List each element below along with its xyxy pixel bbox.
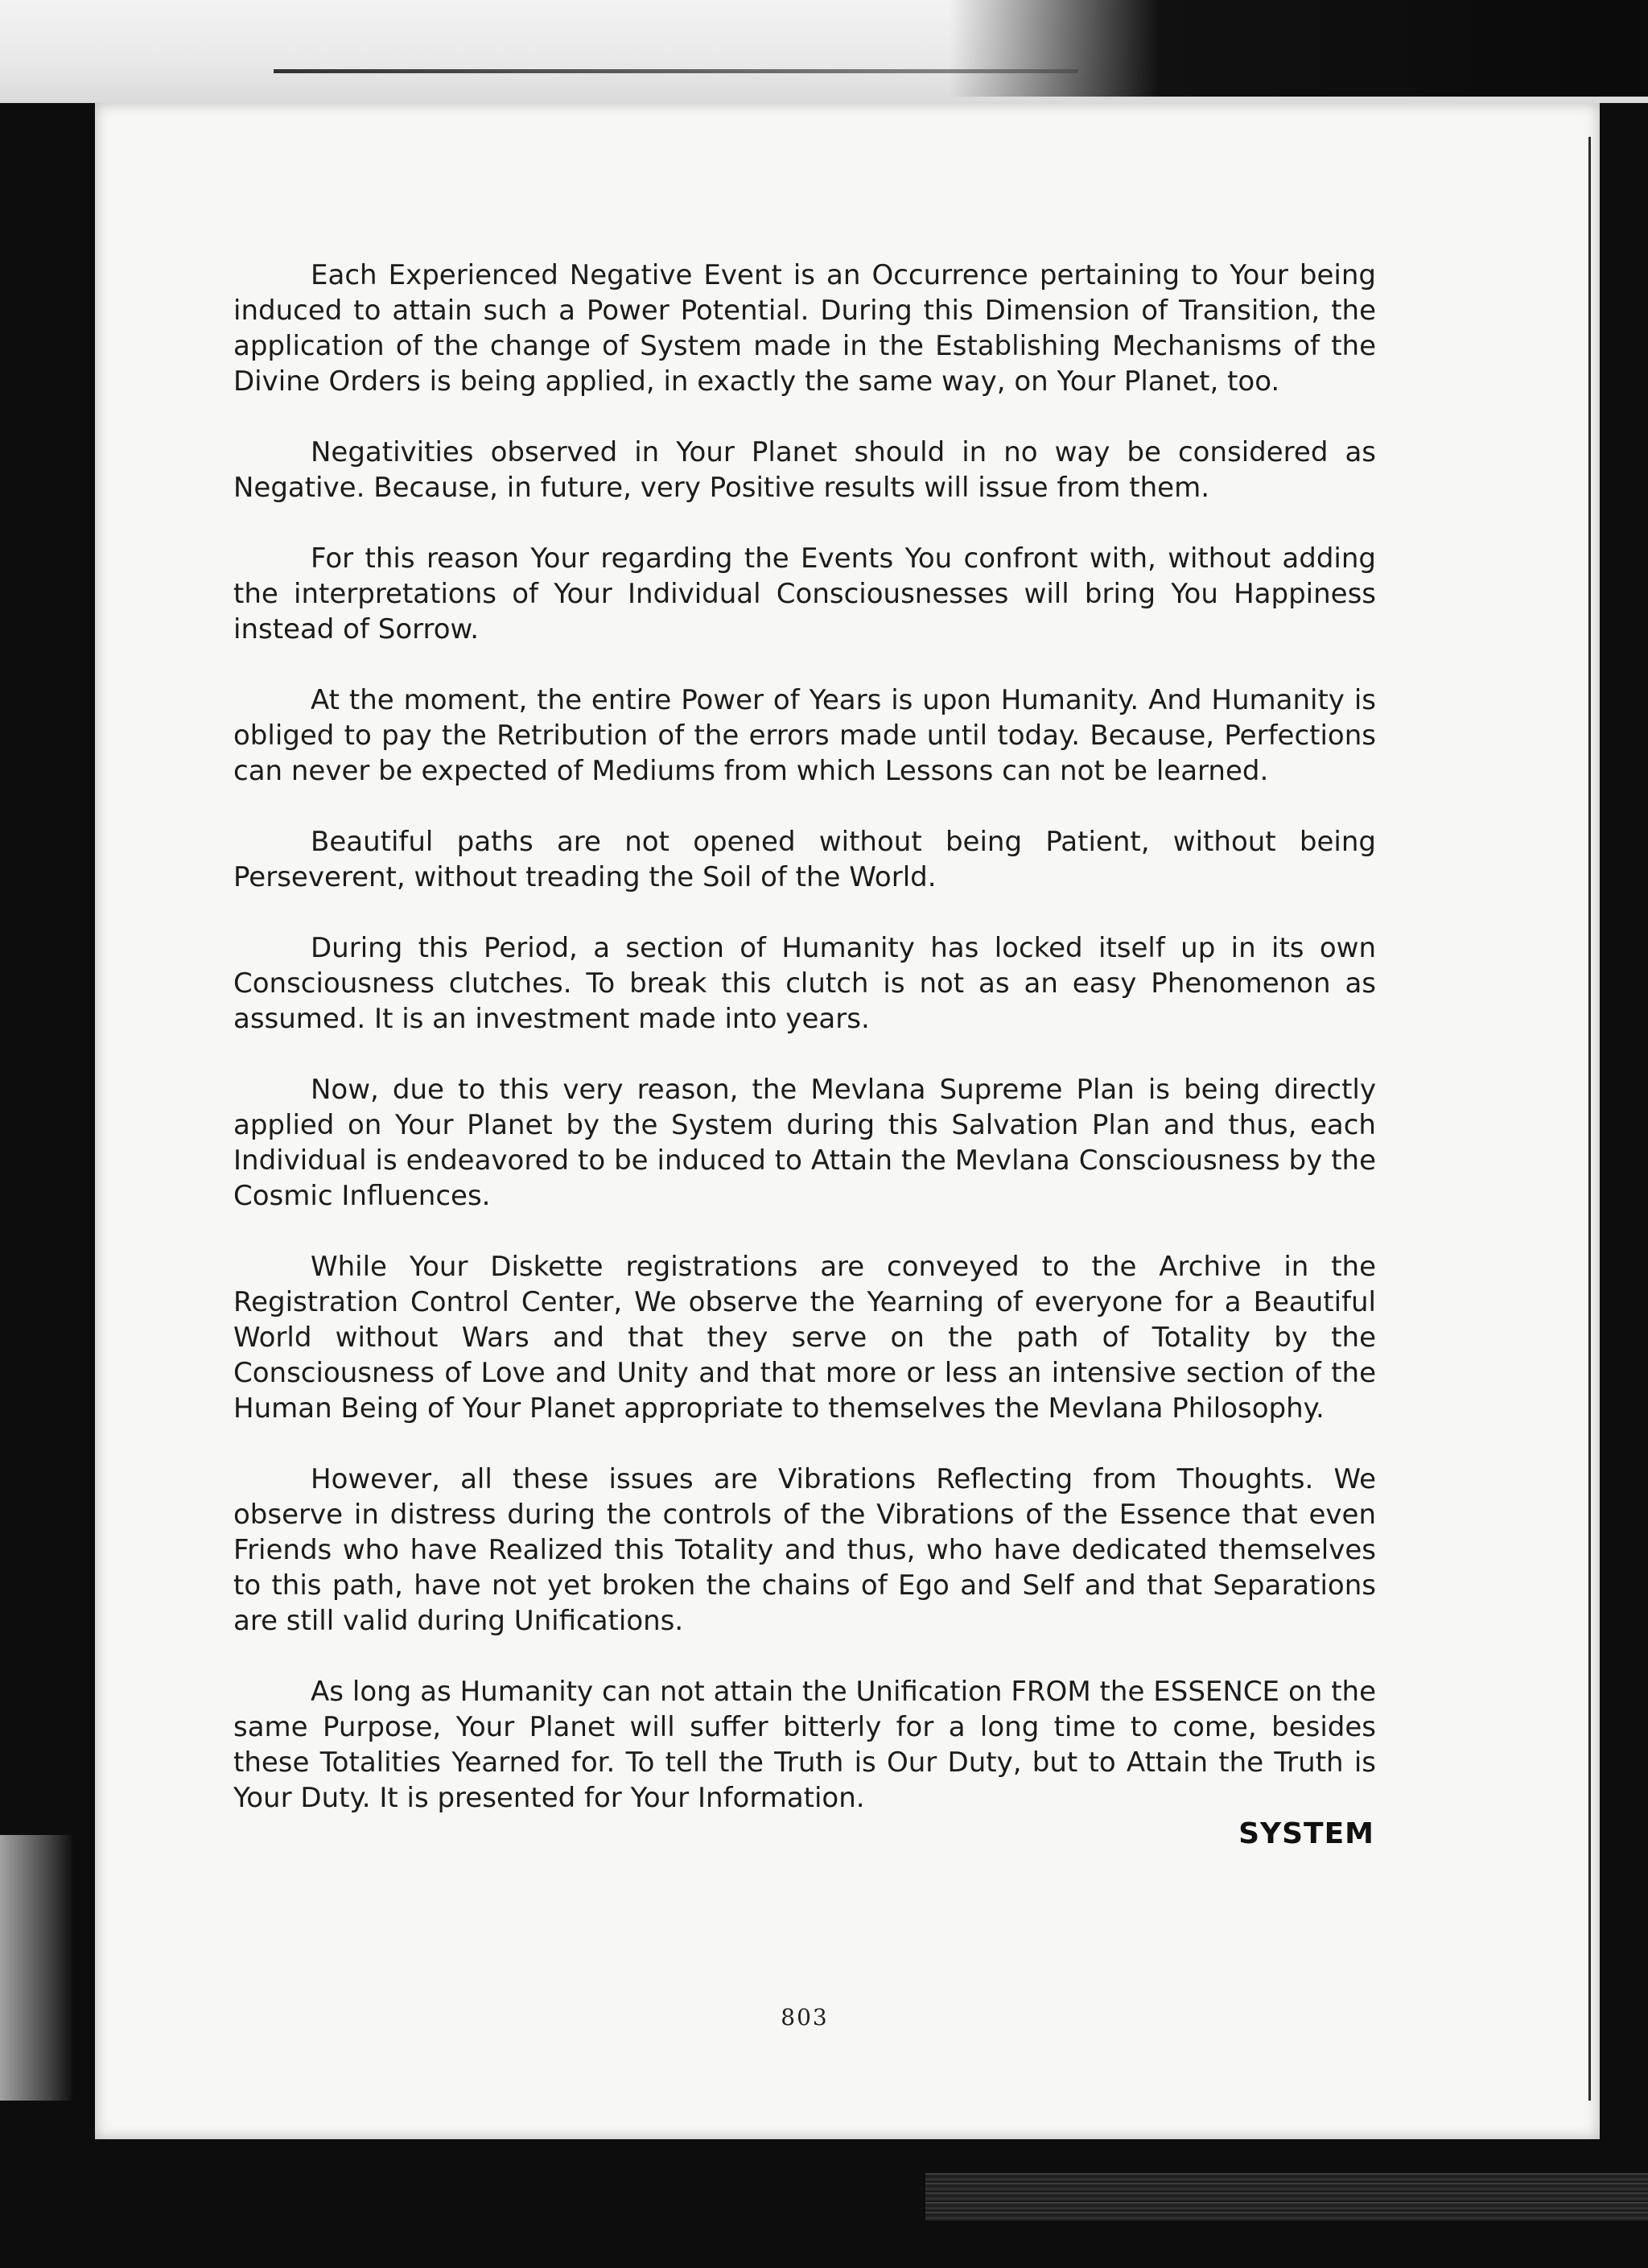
paragraph-4: At the moment, the entire Power of Years is upon Humanity. And Humanity is obliged to pay the Retribution of the errors made until today. Because, Perfections can never be expected of Mediums from which Lessons can not be learned.: [233, 684, 1376, 787]
paragraph-3: For this reason Your regarding the Events You confront with, without adding the interpretations of Your Individual Consciousnesses will bring You Happiness instead of Sorrow.: [233, 542, 1376, 645]
paragraph-6: During this Period, a section of Humanity has locked itself up in its own Consciousness clutches. To break this clutch is not as an easy Phenomenon as assumed. It is an investment made into years.: [233, 932, 1376, 1035]
scan-left-artifact: [0, 1835, 72, 2101]
page-right-edge: [1588, 137, 1591, 2101]
scan-top-rule: [274, 69, 1078, 73]
paragraph-2: Negativities observed in Your Planet should in no way be considered as Negative. Because, in future, very Positive results will issue from them.: [233, 436, 1376, 504]
paragraph-1: Each Experienced Negative Event is an Occurrence pertaining to Your being induced to attain such a Power Potential. During this Dimension of Transition, the application of the change of System made in the Establishing Mechanisms of the Divine Orders is being applied, in exactly the same way, on Your Planet, too.: [233, 259, 1376, 398]
signature: SYSTEM: [1238, 1817, 1374, 1850]
scan-bottom-artifact: [925, 2173, 1648, 2221]
paragraph-5: Beautiful paths are not opened without being Patient, without being Perseverent, without treading the Soil of the World.: [233, 826, 1376, 893]
scan-shadow-top-right: [950, 0, 1648, 97]
paragraph-7: Now, due to this very reason, the Mevlana Supreme Plan is being directly applied on Your Planet by the System during this Salvation Plan and thus, each Individual is endeavored to be induced to Attain the Mevlana Consciousness by the Cosmic Influences.: [233, 1074, 1376, 1212]
page-number: 803: [781, 2004, 829, 2031]
paragraph-10: As long as Humanity can not attain the Unification FROM the ESSENCE on the same Purpose, Your Planet will suffer bitterly for a long time to come, besides these Totalities Yearned for. To tell the Truth is Our Duty, but to Attain the Truth is Your Duty. It is presented for Your Information.: [233, 1676, 1376, 1814]
paragraph-9: However, all these issues are Vibrations Reflecting from Thoughts. We observe in distress during the controls of the Vibrations of the Essence that even Friends who have Realized this Totality and thus, who have dedicated themselves to this path, have not yet broken the chains of Ego and Self and that Separations are still valid during Unifications.: [233, 1463, 1376, 1637]
body-text: [233, 258, 1376, 1851]
paragraph-8: While Your Diskette registrations are conveyed to the Archive in the Registration Control Center, We observe the Yearning of everyone for a Beautiful World without Wars and that they serve on the path of Totality by the Consciousness of Love and Unity and that more or less an intensive section of the Human Being of Your Planet appropriate to themselves the Mevlana Philosophy.: [233, 1251, 1376, 1425]
